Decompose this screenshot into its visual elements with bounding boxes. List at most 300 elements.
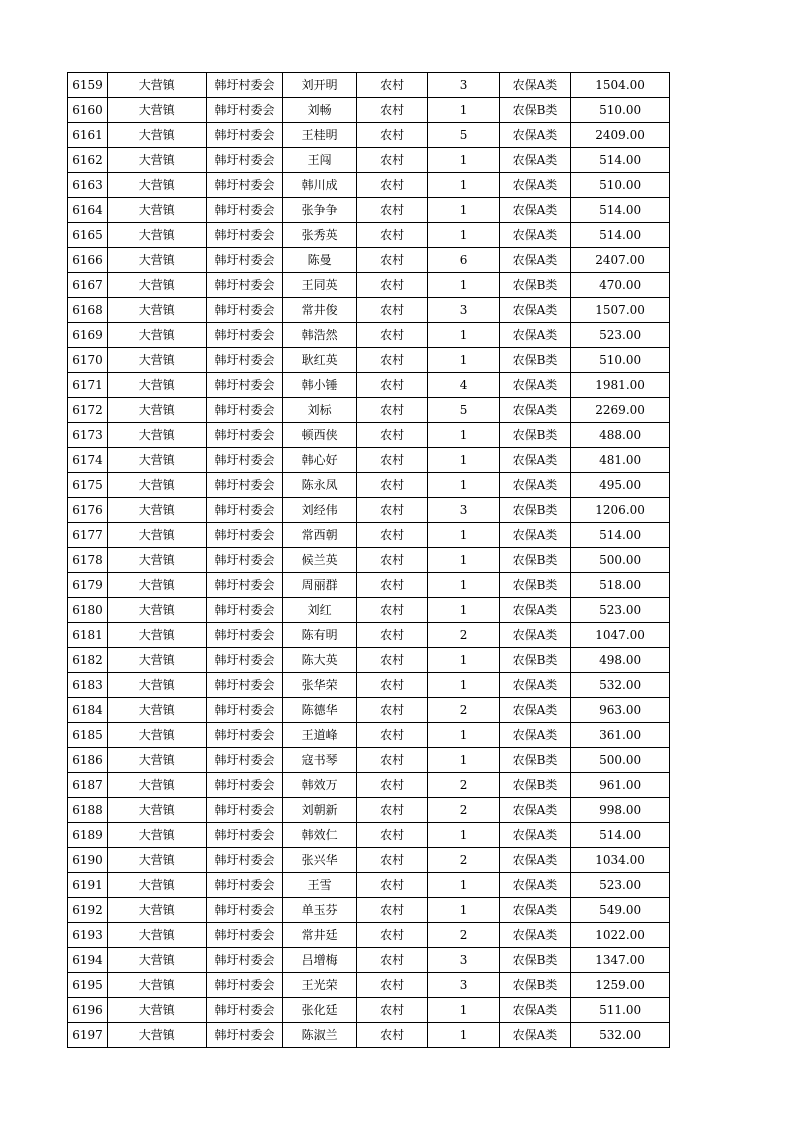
village-committee-cell: 韩圩村委会: [206, 173, 283, 198]
village-committee-cell: 韩圩村委会: [206, 848, 283, 873]
name-cell: 张华荣: [283, 673, 357, 698]
name-cell: 王桂明: [283, 123, 357, 148]
village-committee-cell: 韩圩村委会: [206, 648, 283, 673]
name-cell: 刘朝新: [283, 798, 357, 823]
table-row: [68, 398, 670, 423]
town-cell: 大营镇: [107, 148, 206, 173]
name-cell: 韩效仁: [283, 823, 357, 848]
row-number-cell: 6173: [68, 423, 108, 448]
town-cell: 大营镇: [107, 623, 206, 648]
town-cell: 大营镇: [107, 398, 206, 423]
table-row: [68, 948, 670, 973]
table-row: [68, 598, 670, 623]
table-row: [68, 173, 670, 198]
household-size-cell: 3: [428, 73, 499, 98]
table-row: [68, 248, 670, 273]
village-committee-cell: 韩圩村委会: [206, 798, 283, 823]
name-cell: 寇书琴: [283, 748, 357, 773]
insurance-type-cell: 农保A类: [499, 823, 570, 848]
town-cell: 大营镇: [107, 723, 206, 748]
table-row: [68, 798, 670, 823]
village-committee-cell: 韩圩村委会: [206, 248, 283, 273]
table-row: [68, 198, 670, 223]
area-type-cell: 农村: [356, 123, 427, 148]
household-size-cell: 1: [428, 523, 499, 548]
village-committee-cell: 韩圩村委会: [206, 823, 283, 848]
village-committee-cell: 韩圩村委会: [206, 1023, 283, 1048]
table-row: [68, 723, 670, 748]
town-cell: 大营镇: [107, 373, 206, 398]
row-number-cell: 6176: [68, 498, 108, 523]
table-row: [68, 873, 670, 898]
area-type-cell: 农村: [356, 648, 427, 673]
row-number-cell: 6197: [68, 1023, 108, 1048]
table-row: [68, 748, 670, 773]
area-type-cell: 农村: [356, 523, 427, 548]
household-size-cell: 1: [428, 673, 499, 698]
village-committee-cell: 韩圩村委会: [206, 973, 283, 998]
amount-cell: 514.00: [571, 198, 670, 223]
town-cell: 大营镇: [107, 73, 206, 98]
row-number-cell: 6180: [68, 598, 108, 623]
insurance-type-cell: 农保B类: [499, 348, 570, 373]
row-number-cell: 6189: [68, 823, 108, 848]
table-row: [68, 698, 670, 723]
name-cell: 王道峰: [283, 723, 357, 748]
insurance-type-cell: 农保A类: [499, 698, 570, 723]
row-number-cell: 6162: [68, 148, 108, 173]
name-cell: 陈大英: [283, 648, 357, 673]
village-committee-cell: 韩圩村委会: [206, 373, 283, 398]
area-type-cell: 农村: [356, 748, 427, 773]
table-row: [68, 148, 670, 173]
area-type-cell: 农村: [356, 173, 427, 198]
table-row: [68, 98, 670, 123]
area-type-cell: 农村: [356, 198, 427, 223]
row-number-cell: 6170: [68, 348, 108, 373]
household-size-cell: 1: [428, 323, 499, 348]
name-cell: 韩浩然: [283, 323, 357, 348]
household-size-cell: 3: [428, 298, 499, 323]
table-row: [68, 623, 670, 648]
insurance-type-cell: 农保B类: [499, 948, 570, 973]
town-cell: 大营镇: [107, 1023, 206, 1048]
row-number-cell: 6175: [68, 473, 108, 498]
household-size-cell: 1: [428, 748, 499, 773]
area-type-cell: 农村: [356, 248, 427, 273]
table-row: [68, 523, 670, 548]
town-cell: 大营镇: [107, 523, 206, 548]
name-cell: 王雪: [283, 873, 357, 898]
insurance-type-cell: 农保A类: [499, 873, 570, 898]
household-size-cell: 1: [428, 723, 499, 748]
household-size-cell: 1: [428, 998, 499, 1023]
area-type-cell: 农村: [356, 873, 427, 898]
household-size-cell: 1: [428, 648, 499, 673]
row-number-cell: 6194: [68, 948, 108, 973]
village-committee-cell: 韩圩村委会: [206, 148, 283, 173]
table-row: [68, 773, 670, 798]
name-cell: 刘标: [283, 398, 357, 423]
row-number-cell: 6181: [68, 623, 108, 648]
insurance-type-cell: 农保A类: [499, 198, 570, 223]
amount-cell: 514.00: [571, 823, 670, 848]
village-committee-cell: 韩圩村委会: [206, 398, 283, 423]
amount-cell: 500.00: [571, 548, 670, 573]
row-number-cell: 6188: [68, 798, 108, 823]
town-cell: 大营镇: [107, 573, 206, 598]
village-committee-cell: 韩圩村委会: [206, 98, 283, 123]
name-cell: 吕增梅: [283, 948, 357, 973]
insurance-type-cell: 农保A类: [499, 623, 570, 648]
household-size-cell: 1: [428, 98, 499, 123]
village-committee-cell: 韩圩村委会: [206, 923, 283, 948]
household-size-cell: 2: [428, 798, 499, 823]
insurance-type-cell: 农保A类: [499, 323, 570, 348]
village-committee-cell: 韩圩村委会: [206, 423, 283, 448]
area-type-cell: 农村: [356, 273, 427, 298]
household-size-cell: 4: [428, 373, 499, 398]
village-committee-cell: 韩圩村委会: [206, 123, 283, 148]
row-number-cell: 6185: [68, 723, 108, 748]
town-cell: 大营镇: [107, 923, 206, 948]
name-cell: 常井俊: [283, 298, 357, 323]
area-type-cell: 农村: [356, 848, 427, 873]
village-committee-cell: 韩圩村委会: [206, 598, 283, 623]
village-committee-cell: 韩圩村委会: [206, 673, 283, 698]
insurance-type-cell: 农保A类: [499, 448, 570, 473]
village-committee-cell: 韩圩村委会: [206, 323, 283, 348]
amount-cell: 361.00: [571, 723, 670, 748]
insurance-type-cell: 农保A类: [499, 223, 570, 248]
town-cell: 大营镇: [107, 273, 206, 298]
area-type-cell: 农村: [356, 473, 427, 498]
area-type-cell: 农村: [356, 1023, 427, 1048]
area-type-cell: 农村: [356, 223, 427, 248]
insurance-type-cell: 农保B类: [499, 498, 570, 523]
row-number-cell: 6187: [68, 773, 108, 798]
household-size-cell: 5: [428, 123, 499, 148]
area-type-cell: 农村: [356, 673, 427, 698]
village-committee-cell: 韩圩村委会: [206, 698, 283, 723]
town-cell: 大营镇: [107, 823, 206, 848]
household-size-cell: 3: [428, 973, 499, 998]
area-type-cell: 农村: [356, 548, 427, 573]
name-cell: 刘经伟: [283, 498, 357, 523]
amount-cell: 1047.00: [571, 623, 670, 648]
amount-cell: 495.00: [571, 473, 670, 498]
table-row: [68, 923, 670, 948]
village-committee-cell: 韩圩村委会: [206, 473, 283, 498]
insurance-type-cell: 农保B类: [499, 573, 570, 598]
household-size-cell: 2: [428, 698, 499, 723]
amount-cell: 963.00: [571, 698, 670, 723]
table-row: [68, 448, 670, 473]
row-number-cell: 6172: [68, 398, 108, 423]
row-number-cell: 6178: [68, 548, 108, 573]
insurance-type-cell: 农保A类: [499, 173, 570, 198]
amount-cell: 2269.00: [571, 398, 670, 423]
table-row: [68, 998, 670, 1023]
insurance-type-cell: 农保B类: [499, 748, 570, 773]
row-number-cell: 6193: [68, 923, 108, 948]
village-committee-cell: 韩圩村委会: [206, 548, 283, 573]
village-committee-cell: 韩圩村委会: [206, 273, 283, 298]
insurance-type-cell: 农保B类: [499, 423, 570, 448]
amount-cell: 510.00: [571, 173, 670, 198]
household-size-cell: 1: [428, 873, 499, 898]
amount-cell: 523.00: [571, 323, 670, 348]
area-type-cell: 农村: [356, 898, 427, 923]
row-number-cell: 6163: [68, 173, 108, 198]
household-size-cell: 1: [428, 1023, 499, 1048]
insurance-type-cell: 农保A类: [499, 123, 570, 148]
village-committee-cell: 韩圩村委会: [206, 998, 283, 1023]
amount-cell: 523.00: [571, 598, 670, 623]
insurance-type-cell: 农保A类: [499, 373, 570, 398]
name-cell: 张兴华: [283, 848, 357, 873]
household-size-cell: 2: [428, 773, 499, 798]
table-row: [68, 848, 670, 873]
name-cell: 单玉芬: [283, 898, 357, 923]
area-type-cell: 农村: [356, 148, 427, 173]
insurance-type-cell: 农保A类: [499, 148, 570, 173]
name-cell: 常井廷: [283, 923, 357, 948]
insurance-type-cell: 农保A类: [499, 248, 570, 273]
area-type-cell: 农村: [356, 698, 427, 723]
village-committee-cell: 韩圩村委会: [206, 298, 283, 323]
name-cell: 刘红: [283, 598, 357, 623]
row-number-cell: 6167: [68, 273, 108, 298]
area-type-cell: 农村: [356, 573, 427, 598]
insurance-type-cell: 农保A类: [499, 523, 570, 548]
town-cell: 大营镇: [107, 98, 206, 123]
row-number-cell: 6160: [68, 98, 108, 123]
row-number-cell: 6174: [68, 448, 108, 473]
household-size-cell: 1: [428, 548, 499, 573]
insurance-type-cell: 农保B类: [499, 548, 570, 573]
insurance-type-cell: 农保B类: [499, 273, 570, 298]
village-committee-cell: 韩圩村委会: [206, 773, 283, 798]
household-size-cell: 1: [428, 273, 499, 298]
household-size-cell: 5: [428, 398, 499, 423]
amount-cell: 549.00: [571, 898, 670, 923]
village-committee-cell: 韩圩村委会: [206, 448, 283, 473]
household-size-cell: 1: [428, 173, 499, 198]
town-cell: 大营镇: [107, 323, 206, 348]
area-type-cell: 农村: [356, 723, 427, 748]
amount-cell: 961.00: [571, 773, 670, 798]
village-committee-cell: 韩圩村委会: [206, 723, 283, 748]
amount-cell: 470.00: [571, 273, 670, 298]
area-type-cell: 农村: [356, 498, 427, 523]
amount-cell: 498.00: [571, 648, 670, 673]
town-cell: 大营镇: [107, 598, 206, 623]
table-row: [68, 973, 670, 998]
name-cell: 陈德华: [283, 698, 357, 723]
insurance-type-cell: 农保A类: [499, 673, 570, 698]
town-cell: 大营镇: [107, 673, 206, 698]
town-cell: 大营镇: [107, 948, 206, 973]
data-table: [67, 72, 670, 1048]
table-row: [68, 673, 670, 698]
insurance-type-cell: 农保A类: [499, 798, 570, 823]
town-cell: 大营镇: [107, 498, 206, 523]
household-size-cell: 1: [428, 148, 499, 173]
row-number-cell: 6177: [68, 523, 108, 548]
town-cell: 大营镇: [107, 973, 206, 998]
table-row: [68, 498, 670, 523]
name-cell: 陈有明: [283, 623, 357, 648]
amount-cell: 2407.00: [571, 248, 670, 273]
row-number-cell: 6183: [68, 673, 108, 698]
area-type-cell: 农村: [356, 373, 427, 398]
insurance-type-cell: 农保A类: [499, 1023, 570, 1048]
table-row: [68, 898, 670, 923]
town-cell: 大营镇: [107, 123, 206, 148]
area-type-cell: 农村: [356, 998, 427, 1023]
insurance-type-cell: 农保A类: [499, 598, 570, 623]
household-size-cell: 3: [428, 948, 499, 973]
name-cell: 陈曼: [283, 248, 357, 273]
area-type-cell: 农村: [356, 798, 427, 823]
table-row: [68, 298, 670, 323]
household-size-cell: 1: [428, 598, 499, 623]
table-row: [68, 323, 670, 348]
amount-cell: 518.00: [571, 573, 670, 598]
insurance-type-cell: 农保B类: [499, 98, 570, 123]
village-committee-cell: 韩圩村委会: [206, 73, 283, 98]
household-size-cell: 1: [428, 573, 499, 598]
insurance-type-cell: 农保A类: [499, 73, 570, 98]
name-cell: 周丽群: [283, 573, 357, 598]
row-number-cell: 6171: [68, 373, 108, 398]
town-cell: 大营镇: [107, 898, 206, 923]
amount-cell: 488.00: [571, 423, 670, 448]
amount-cell: 514.00: [571, 523, 670, 548]
household-size-cell: 2: [428, 623, 499, 648]
insurance-type-cell: 农保A类: [499, 848, 570, 873]
insurance-type-cell: 农保A类: [499, 998, 570, 1023]
village-committee-cell: 韩圩村委会: [206, 948, 283, 973]
table-row: [68, 648, 670, 673]
village-committee-cell: 韩圩村委会: [206, 873, 283, 898]
area-type-cell: 农村: [356, 448, 427, 473]
household-size-cell: 1: [428, 448, 499, 473]
insurance-type-cell: 农保A类: [499, 298, 570, 323]
household-size-cell: 2: [428, 923, 499, 948]
insurance-type-cell: 农保A类: [499, 898, 570, 923]
table-row: [68, 473, 670, 498]
village-committee-cell: 韩圩村委会: [206, 223, 283, 248]
table-row: [68, 1023, 670, 1048]
town-cell: 大营镇: [107, 423, 206, 448]
town-cell: 大营镇: [107, 773, 206, 798]
town-cell: 大营镇: [107, 698, 206, 723]
row-number-cell: 6168: [68, 298, 108, 323]
table-row: [68, 273, 670, 298]
household-size-cell: 6: [428, 248, 499, 273]
area-type-cell: 农村: [356, 348, 427, 373]
name-cell: 常西朝: [283, 523, 357, 548]
name-cell: 陈淑兰: [283, 1023, 357, 1048]
area-type-cell: 农村: [356, 73, 427, 98]
household-size-cell: 1: [428, 823, 499, 848]
amount-cell: 511.00: [571, 998, 670, 1023]
village-committee-cell: 韩圩村委会: [206, 573, 283, 598]
amount-cell: 481.00: [571, 448, 670, 473]
name-cell: 耿红英: [283, 348, 357, 373]
name-cell: 韩小锤: [283, 373, 357, 398]
household-size-cell: 1: [428, 473, 499, 498]
name-cell: 韩心好: [283, 448, 357, 473]
name-cell: 韩效万: [283, 773, 357, 798]
row-number-cell: 6186: [68, 748, 108, 773]
insurance-type-cell: 农保A类: [499, 398, 570, 423]
table-row: [68, 223, 670, 248]
amount-cell: 500.00: [571, 748, 670, 773]
table-row: [68, 348, 670, 373]
name-cell: 王光荣: [283, 973, 357, 998]
household-size-cell: 1: [428, 898, 499, 923]
town-cell: 大营镇: [107, 348, 206, 373]
village-committee-cell: 韩圩村委会: [206, 498, 283, 523]
amount-cell: 510.00: [571, 348, 670, 373]
amount-cell: 510.00: [571, 98, 670, 123]
village-committee-cell: 韩圩村委会: [206, 748, 283, 773]
town-cell: 大营镇: [107, 473, 206, 498]
village-committee-cell: 韩圩村委会: [206, 348, 283, 373]
row-number-cell: 6161: [68, 123, 108, 148]
area-type-cell: 农村: [356, 398, 427, 423]
amount-cell: 1259.00: [571, 973, 670, 998]
village-committee-cell: 韩圩村委会: [206, 623, 283, 648]
row-number-cell: 6191: [68, 873, 108, 898]
household-size-cell: 1: [428, 198, 499, 223]
row-number-cell: 6190: [68, 848, 108, 873]
row-number-cell: 6184: [68, 698, 108, 723]
name-cell: 张化廷: [283, 998, 357, 1023]
town-cell: 大营镇: [107, 648, 206, 673]
row-number-cell: 6179: [68, 573, 108, 598]
village-committee-cell: 韩圩村委会: [206, 198, 283, 223]
table-row: [68, 823, 670, 848]
table-row: [68, 73, 670, 98]
household-size-cell: 1: [428, 423, 499, 448]
amount-cell: 1022.00: [571, 923, 670, 948]
village-committee-cell: 韩圩村委会: [206, 523, 283, 548]
row-number-cell: 6196: [68, 998, 108, 1023]
insurance-type-cell: 农保A类: [499, 923, 570, 948]
household-size-cell: 1: [428, 348, 499, 373]
amount-cell: 514.00: [571, 148, 670, 173]
name-cell: 王闯: [283, 148, 357, 173]
name-cell: 刘开明: [283, 73, 357, 98]
area-type-cell: 农村: [356, 323, 427, 348]
town-cell: 大营镇: [107, 998, 206, 1023]
household-size-cell: 2: [428, 848, 499, 873]
town-cell: 大营镇: [107, 848, 206, 873]
amount-cell: 1504.00: [571, 73, 670, 98]
name-cell: 刘畅: [283, 98, 357, 123]
amount-cell: 1206.00: [571, 498, 670, 523]
name-cell: 韩川成: [283, 173, 357, 198]
area-type-cell: 农村: [356, 773, 427, 798]
insurance-type-cell: 农保B类: [499, 973, 570, 998]
insurance-type-cell: 农保B类: [499, 648, 570, 673]
area-type-cell: 农村: [356, 823, 427, 848]
row-number-cell: 6195: [68, 973, 108, 998]
